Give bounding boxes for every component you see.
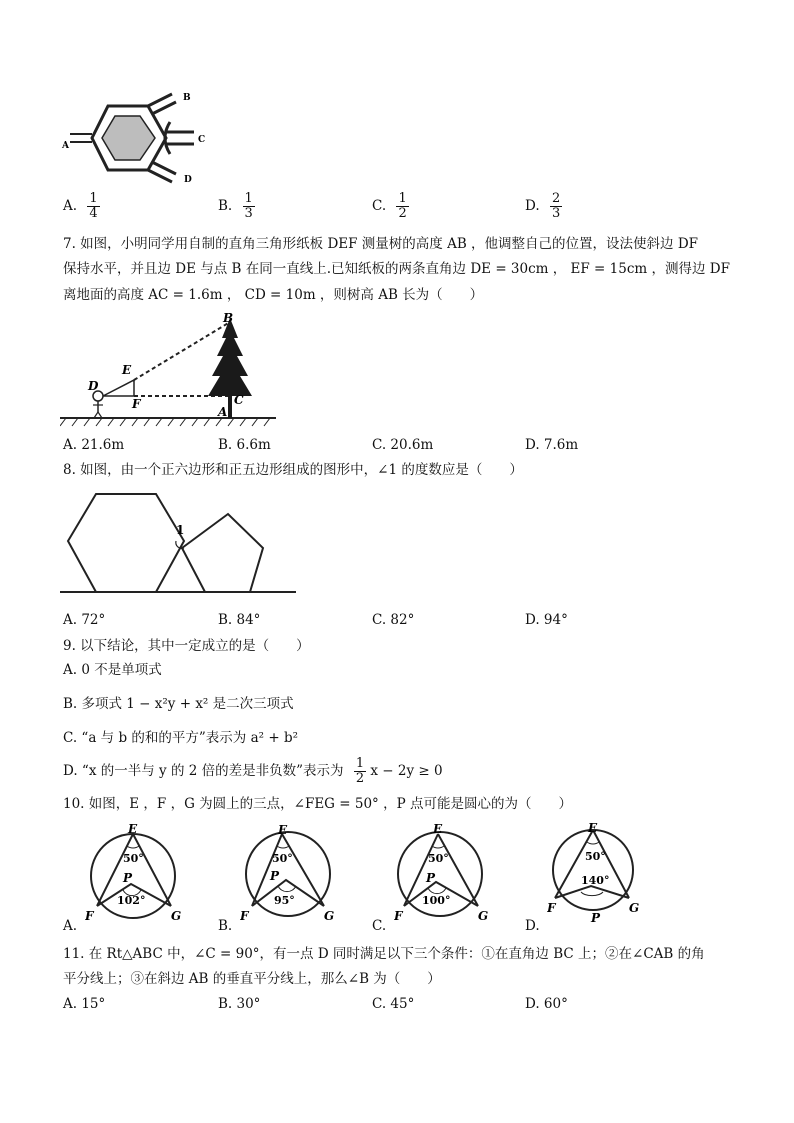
- svg-text:50°: 50°: [123, 852, 144, 865]
- q10-option-c[interactable]: C. E 50° P 100° F G: [372, 822, 502, 934]
- q6-option-d[interactable]: D. $\frac{2}{3}$: [525, 191, 561, 221]
- q11-line-2: 平分线上；③在斜边 AB 的垂直平分线上，那么∠B 为（ ）: [63, 971, 441, 987]
- q9-option-c[interactable]: C. “a 与 b 的和的平方”表示为 a² + b²: [63, 730, 298, 746]
- q6-label-a: A: [62, 141, 69, 151]
- svg-text:F: F: [85, 909, 94, 923]
- q6-option-c[interactable]: C. $\frac{1}{2}$: [372, 191, 407, 221]
- svg-text:F: F: [547, 901, 556, 915]
- q11-option-a[interactable]: A. 15°: [63, 996, 106, 1012]
- q8-angle-label: 1: [176, 523, 185, 537]
- svg-text:50°: 50°: [272, 852, 293, 865]
- svg-text:P: P: [426, 871, 436, 885]
- q8-question: 8. 如图，由一个正六边形和正五边形组成的图形中，∠1 的度数应是（ ）: [63, 462, 523, 478]
- svg-text:F: F: [394, 909, 403, 923]
- q7-option-a[interactable]: A. 21.6m: [63, 437, 125, 453]
- q9-option-d[interactable]: D. “x 的一半与 y 的 2 倍的差是非负数”表示为 $\frac{1}{2}$ x − 2y ≥ 0: [63, 756, 443, 786]
- svg-text:95°: 95°: [274, 894, 295, 907]
- q11-line-1: 11. 在 Rt△ABC 中，∠C = 90°，有一点 D 同时满足以下三个条件：①在直角边 BC 上；②在∠CAB 的角: [63, 946, 705, 962]
- svg-text:G: G: [629, 901, 640, 915]
- q8-option-d[interactable]: D. 94°: [525, 612, 568, 628]
- q8-option-a[interactable]: A. 72°: [63, 612, 106, 628]
- q7-line-3: 离地面的高度 AC = 1.6m ， CD = 10m ，则树高 AB 长为（ ）: [63, 287, 484, 303]
- q11-option-c[interactable]: C. 45°: [372, 996, 415, 1012]
- q10-option-b[interactable]: B. E 50° P 95° F G: [218, 822, 348, 934]
- svg-text:P: P: [591, 911, 601, 925]
- svg-text:G: G: [478, 909, 489, 923]
- q9-question: 9. 以下结论，其中一定成立的是（ ）: [63, 638, 310, 654]
- q8-option-c[interactable]: C. 82°: [372, 612, 415, 628]
- q7-label-f: F: [132, 397, 141, 411]
- q7-option-d[interactable]: D. 7.6m: [525, 437, 579, 453]
- q6-label-c: C: [198, 135, 206, 145]
- q10-circle-c: [394, 822, 494, 926]
- svg-text:G: G: [324, 909, 335, 923]
- q7-label-b: B: [223, 312, 234, 325]
- svg-text:P: P: [123, 871, 133, 885]
- svg-text:E: E: [278, 823, 288, 837]
- q6-option-a[interactable]: A. $\frac{1}{4}$: [63, 191, 98, 221]
- q10-circle-b: [240, 822, 340, 926]
- svg-text:50°: 50°: [585, 850, 606, 863]
- svg-text:E: E: [588, 822, 598, 835]
- q10-circle-a: [85, 822, 185, 926]
- q7-label-e: E: [122, 363, 132, 377]
- svg-text:100°: 100°: [422, 894, 451, 907]
- q10-option-d[interactable]: D. E 50° 140° F G P: [525, 822, 655, 934]
- svg-text:50°: 50°: [428, 852, 449, 865]
- q7-figure: [60, 312, 280, 432]
- q11-option-b[interactable]: B. 30°: [218, 996, 261, 1012]
- q10-question: 10. 如图，E ，F ，G 为圆上的三点，∠FEG = 50° ，P 点可能是圆心的为（ ）: [63, 796, 572, 812]
- q7-option-c[interactable]: C. 20.6m: [372, 437, 434, 453]
- q10-option-a[interactable]: A. E 50° P 102° F G: [63, 822, 193, 934]
- svg-text:P: P: [270, 869, 280, 883]
- q6-label-d: D: [184, 175, 192, 185]
- q10-circle-d: [547, 822, 647, 926]
- svg-text:140°: 140°: [581, 874, 610, 887]
- q7-label-d: D: [88, 379, 99, 393]
- q9-option-a[interactable]: A. 0 不是单项式: [63, 662, 162, 678]
- q9-option-b[interactable]: B. 多项式 1 − x²y + x² 是二次三项式: [63, 696, 294, 712]
- q8-figure: [60, 488, 300, 600]
- svg-text:G: G: [171, 909, 182, 923]
- q11-option-d[interactable]: D. 60°: [525, 996, 568, 1012]
- q7-line-2: 保持水平，并且边 DE 与点 B 在同一直线上.已知纸板的两条直角边 DE = 30cm ， EF = 15cm ，测得边 DF: [63, 261, 730, 277]
- svg-text:102°: 102°: [117, 894, 146, 907]
- svg-text:F: F: [240, 909, 249, 923]
- q6-label-b: B: [183, 93, 191, 103]
- svg-text:E: E: [128, 822, 138, 836]
- q7-line-1: 7. 如图，小明同学用自制的直角三角形纸板 DEF 测量树的高度 AB ，他调整自己的位置，设法使斜边 DF: [63, 236, 699, 252]
- q7-label-c: C: [234, 393, 244, 407]
- q7-option-b[interactable]: B. 6.6m: [218, 437, 271, 453]
- q7-label-a: A: [218, 405, 228, 419]
- svg-text:E: E: [433, 822, 443, 836]
- q8-option-b[interactable]: B. 84°: [218, 612, 261, 628]
- q6-option-b[interactable]: B. $\frac{1}{3}$: [218, 191, 253, 221]
- q6-figure: [60, 88, 220, 188]
